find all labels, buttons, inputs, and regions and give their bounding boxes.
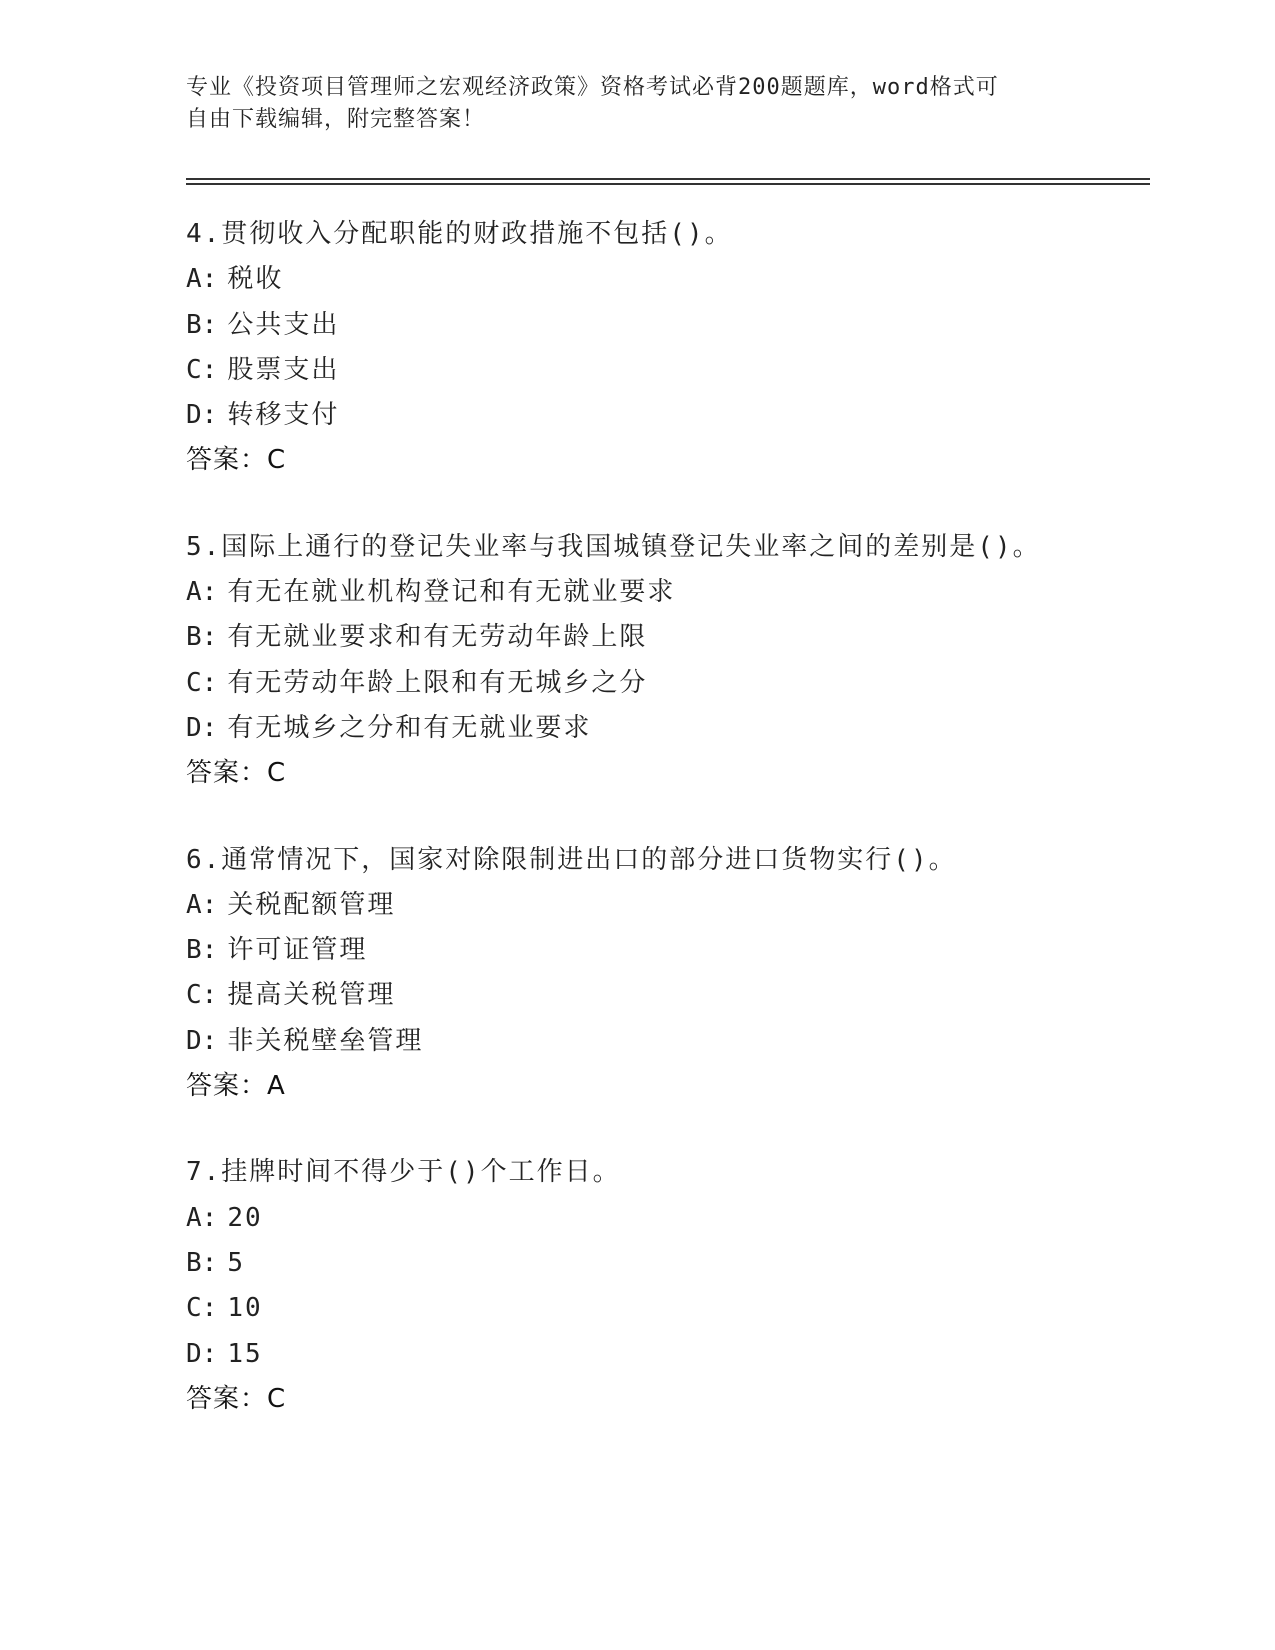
- option-text: 10: [227, 1293, 263, 1324]
- question-stem: 4.贯彻收入分配职能的财政措施不包括()。: [186, 219, 733, 249]
- option-a: A: 有无在就业机构登记和有无就业要求: [186, 577, 676, 608]
- option-d: D: 转移支付: [186, 400, 340, 431]
- option-letter: B: [186, 935, 202, 966]
- option-letter: B: [186, 622, 202, 653]
- option-letter: A: [186, 264, 202, 295]
- option-letter: A: [186, 889, 202, 920]
- option-a: A: 税收: [186, 264, 284, 295]
- option-text: 提高关税管理: [227, 980, 396, 1011]
- header-line-1: 专业《投资项目管理师之宏观经济政策》资格考试必背200题题库，word格式可: [186, 75, 999, 100]
- option-d: D: 15: [186, 1338, 263, 1369]
- option-b: B: 有无就业要求和有无劳动年龄上限: [186, 622, 648, 653]
- question-6: [186, 838, 1166, 1110]
- option-b: B: 公共支出: [186, 309, 340, 340]
- option-text: 15: [227, 1338, 263, 1369]
- option-b: B: 5: [186, 1247, 245, 1278]
- question-7: [186, 1150, 1166, 1422]
- question-answer: 答案：C: [186, 758, 287, 789]
- option-text: 有无城乡之分和有无就业要求: [227, 712, 592, 743]
- question-answer: 答案：A: [186, 1071, 286, 1102]
- option-d: D: 有无城乡之分和有无就业要求: [186, 712, 592, 743]
- option-letter: A: [186, 1202, 202, 1233]
- option-c: C: 有无劳动年龄上限和有无城乡之分: [186, 667, 648, 698]
- header-divider-bottom: [186, 183, 1150, 185]
- option-text: 5: [227, 1247, 245, 1278]
- header-divider-top: [186, 178, 1150, 180]
- option-c: C: 10: [186, 1293, 263, 1324]
- question-stem: 6.通常情况下，国家对除限制进出口的部分进口货物实行()。: [186, 844, 957, 875]
- question-5: [186, 525, 1166, 797]
- option-text: 关税配额管理: [227, 889, 396, 920]
- option-text: 20: [227, 1202, 263, 1233]
- option-text: 公共支出: [227, 309, 340, 340]
- option-letter: D: [186, 1025, 202, 1056]
- option-c: C: 提高关税管理: [186, 980, 396, 1011]
- option-text: 非关税壁垒管理: [227, 1025, 424, 1056]
- option-letter: A: [186, 577, 202, 608]
- option-a: A: 20: [186, 1202, 263, 1233]
- question-answer: 答案：C: [186, 445, 287, 476]
- option-letter: D: [186, 712, 202, 743]
- header-line-2: 自由下载编辑，附完整答案！: [186, 107, 486, 132]
- question-4: [186, 212, 1166, 484]
- option-b: B: 许可证管理: [186, 935, 368, 966]
- option-letter: C: [186, 354, 202, 385]
- option-text: 股票支出: [227, 354, 340, 385]
- option-text: 有无在就业机构登记和有无就业要求: [227, 577, 676, 608]
- option-text: 有无劳动年龄上限和有无城乡之分: [227, 667, 648, 698]
- option-text: 有无就业要求和有无劳动年龄上限: [227, 622, 648, 653]
- option-text: 转移支付: [227, 400, 340, 431]
- option-letter: B: [186, 309, 202, 340]
- option-letter: D: [186, 400, 202, 431]
- option-a: A: 关税配额管理: [186, 889, 396, 920]
- option-d: D: 非关税壁垒管理: [186, 1025, 424, 1056]
- option-letter: D: [186, 1338, 202, 1369]
- option-text: 许可证管理: [227, 935, 368, 966]
- option-c: C: 股票支出: [186, 354, 340, 385]
- question-stem: 5.国际上通行的登记失业率与我国城镇登记失业率之间的差别是()。: [186, 531, 1041, 562]
- question-list: [186, 212, 1166, 1463]
- question-answer: 答案：C: [186, 1383, 287, 1414]
- document-header: [186, 72, 1086, 136]
- option-letter: C: [186, 667, 202, 698]
- option-letter: C: [186, 980, 202, 1011]
- question-stem: 7.挂牌时间不得少于()个工作日。: [186, 1157, 621, 1188]
- option-letter: C: [186, 1293, 202, 1324]
- option-letter: B: [186, 1247, 202, 1278]
- option-text: 税收: [227, 264, 284, 295]
